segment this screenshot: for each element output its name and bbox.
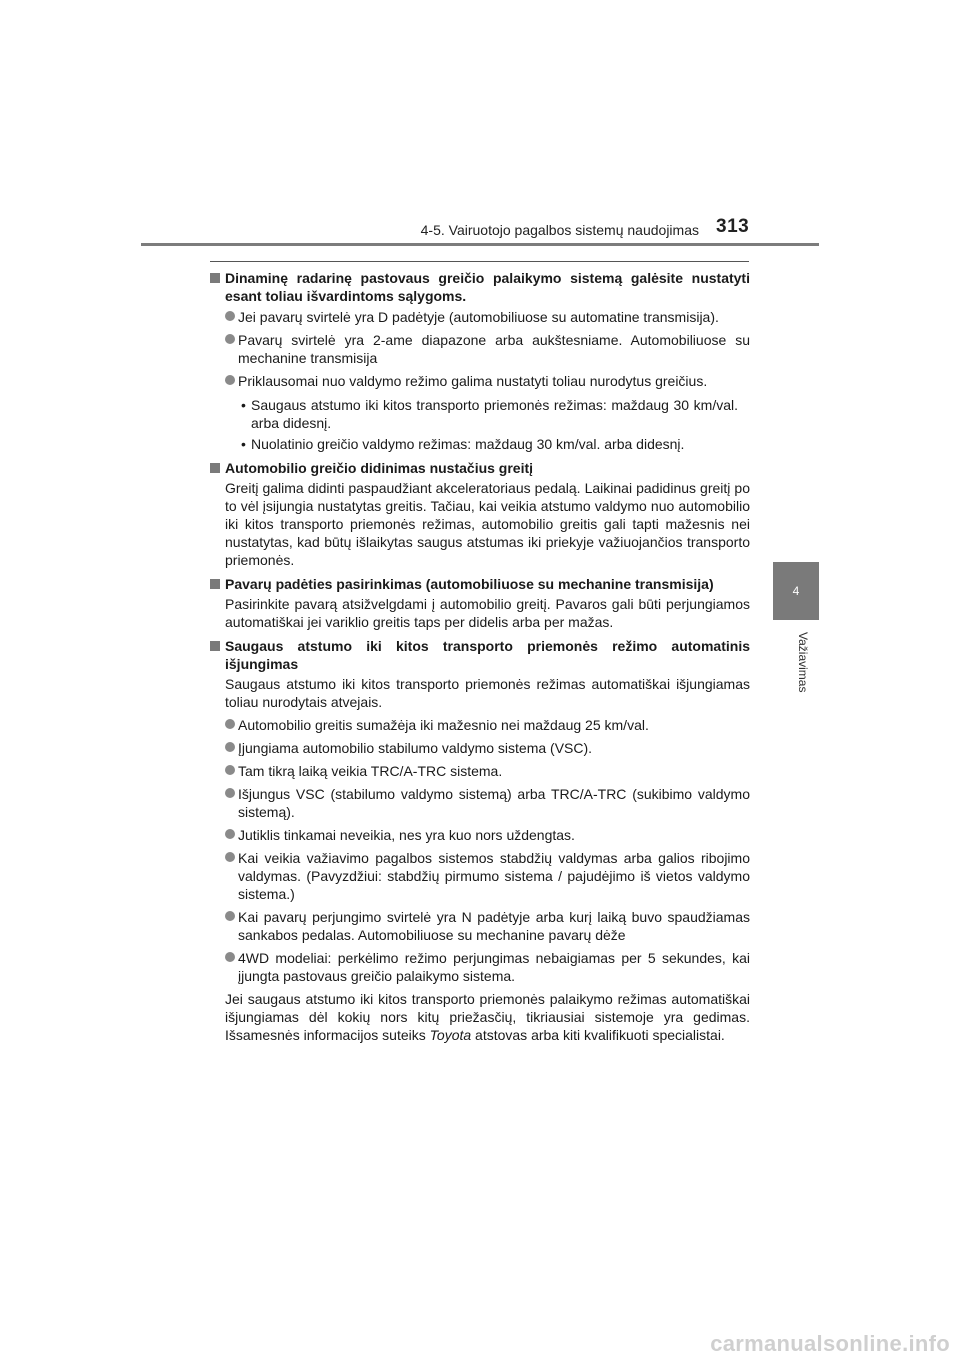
bullet-text: Jei pavarų svirtelė yra D padėtyje (automobiliuose su automatine transmisija). [238, 309, 719, 325]
heading-text: Saugaus atstumo iki kitos transporto priemonės režimo automatinis išjungimas [225, 638, 750, 672]
square-bullet-icon [210, 463, 220, 473]
bullet-text: Pavarų svirtelė yra 2-ame diapazone arba aukštesniame. Automobiliuose su mechanine transmisija [238, 332, 750, 366]
paragraph: Pasirinkite pavarą atsižvelgdami į automobilio greitį. Pavaros gali būti perjungiamos automatiškai jei variklio greitis taps per didelis arba per mažas. [225, 596, 750, 630]
bullet-item [210, 739, 750, 757]
bullet-item [210, 308, 750, 326]
bullet-item [210, 716, 750, 734]
square-bullet-icon [210, 579, 220, 589]
chapter-number: 4 [792, 584, 800, 598]
sub-item-text: Saugaus atstumo iki kitos transporto priemonės režimas: maždaug 30 km/val. arba didesnį. [251, 397, 738, 431]
bullet-item [210, 331, 750, 367]
header-rule [141, 243, 819, 246]
circle-bullet-icon [225, 952, 235, 962]
sub-item [210, 435, 750, 453]
square-bullet-icon [210, 641, 220, 651]
bullet-text: Automobilio greitis sumažėja iki mažesnio nei maždaug 25 km/val. [238, 717, 649, 733]
closing-paragraph [210, 990, 750, 1044]
content-rule [210, 261, 749, 262]
bullet-item [210, 849, 750, 903]
sub-bullet-marker: • [241, 397, 246, 413]
page-content [210, 263, 750, 1044]
bullet-text: Priklausomai nuo valdymo režimo galima nustatyti toliau nurodytus greičius. [238, 373, 708, 389]
circle-bullet-icon [225, 829, 235, 839]
section-title: 4-5. Vairuotojo pagalbos sistemų naudojimas [420, 222, 699, 238]
sub-item-text: Nuolatinio greičio valdymo režimas: maždaug 30 km/val. arba didesnį. [251, 436, 685, 452]
section-heading [210, 575, 750, 593]
circle-bullet-icon [225, 788, 235, 798]
heading-text: Dinaminę radarinę pastovaus greičio palaikymo sistemą galėsite nustatyti esant toliau išvardintoms sąlygoms. [225, 270, 750, 304]
circle-bullet-icon [225, 375, 235, 385]
page-number: 313 [716, 216, 750, 237]
square-bullet-icon [210, 273, 220, 283]
chapter-tab [773, 562, 819, 620]
circle-bullet-icon [225, 311, 235, 321]
bullet-text: 4WD modeliai: perkėlimo režimo perjungimas nebaigiamas per 5 sekundes, kai įjungta pastovaus greičio palaikymo sistema. [238, 950, 750, 984]
circle-bullet-icon [225, 852, 235, 862]
heading-text: Pavarų padėties pasirinkimas (automobiliuose su mechanine transmisija) [225, 576, 714, 592]
closing-text-end: atstovas arba kiti kvalifikuoti specialistai. [471, 1027, 725, 1043]
sub-bullet-marker: • [241, 436, 246, 452]
bullet-text: Kai pavarų perjungimo svirtelė yra N padėtyje arba kurį laiką buvo spaudžiamas sankabos pedalas. Automobiliuose su mechanine pavarų dėže [238, 909, 750, 943]
sub-item [210, 396, 750, 432]
bullet-text: Išjungus VSC (stabilumo valdymo sistemą) arba TRC/A-TRC (sukibimo valdymo sistemą). [238, 786, 750, 820]
section-heading [210, 637, 750, 673]
watermark: carmanualsonline.info [710, 1331, 950, 1356]
circle-bullet-icon [225, 765, 235, 775]
paragraph: Greitį galima didinti paspaudžiant akceleratoriaus pedalą. Laikinai padidinus greitį po to vėl įsijungia nustatytas greitis. Tačiau, kai veikia atstumo valdymo nuo automobilio iki kitos transporto priemonės režimas, automobilio greitis gali tapti mažesnis nei nustatytas, kad būtų išlaikytas saugus atstumas iki priekyje važiuojančios transporto priemonės. [225, 480, 750, 568]
circle-bullet-icon [225, 719, 235, 729]
heading-text: Automobilio greičio didinimas nustačius greitį [225, 460, 534, 476]
closing-text-start: Jei saugaus atstumo iki kitos transporto priemonės palaikymo režimas automatiškai išjungiamas dėl kokių nors kitų priežasčių, tikriausiai sistemoje yra gedimas. Išsamesnės informacijos suteiks [225, 991, 750, 1043]
brand-name: Toyota [429, 1027, 472, 1043]
section-heading [210, 459, 750, 477]
section-heading [210, 269, 750, 305]
bullet-item [210, 372, 750, 390]
bullet-item [210, 908, 750, 944]
circle-bullet-icon [225, 911, 235, 921]
bullet-text: Įjungiama automobilio stabilumo valdymo sistema (VSC). [238, 740, 593, 756]
paragraph: Saugaus atstumo iki kitos transporto priemonės režimas automatiškai išjungiamas toliau nurodytais atvejais. [225, 676, 750, 710]
bullet-item [210, 762, 750, 780]
bullet-item [210, 949, 750, 985]
chapter-label: Važiavimas [796, 632, 810, 693]
bullet-text: Jutiklis tinkamai neveikia, nes yra kuo nors uždengtas. [238, 827, 575, 843]
bullet-item [210, 826, 750, 844]
bullet-text: Tam tikrą laiką veikia TRC/A-TRC sistema. [238, 763, 503, 779]
bullet-text: Kai veikia važiavimo pagalbos sistemos stabdžių valdymas arba galios ribojimo valdymas. (Pavyzdžiui: stabdžių pirmumo sistema / pajudėjimo iš vietos valdymo sistema.) [238, 850, 750, 902]
bullet-item [210, 785, 750, 821]
circle-bullet-icon [225, 334, 235, 344]
circle-bullet-icon [225, 742, 235, 752]
